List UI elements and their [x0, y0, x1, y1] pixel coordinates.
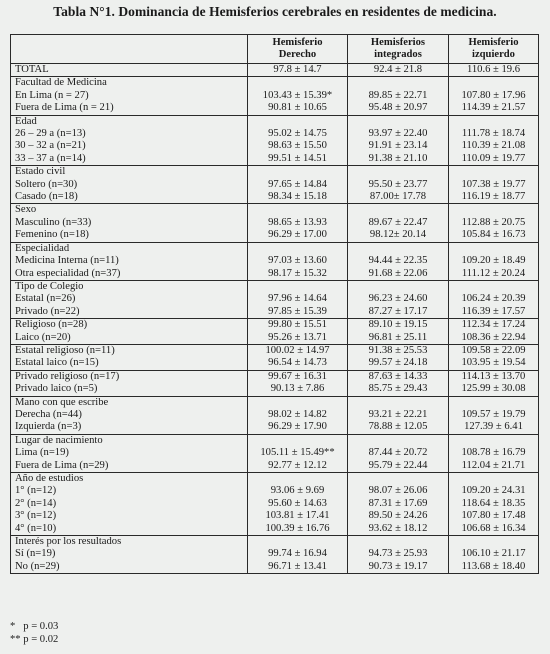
value-cell: 112.88 ± 20.75	[449, 217, 539, 229]
value-cell: 100.02 ± 14.97	[248, 344, 348, 357]
value-cell: 106.24 ± 20.39	[449, 293, 539, 305]
table-row	[11, 548, 539, 560]
row-label: Estatal religioso (n=11)	[11, 344, 248, 357]
value-cell: 108.36 ± 22.94	[449, 332, 539, 345]
row-label: Medicina Interna (n=11)	[11, 255, 248, 267]
table-row	[11, 140, 539, 152]
row-label: TOTAL	[11, 64, 248, 77]
value-cell: 105.84 ± 16.73	[449, 229, 539, 242]
value-cell: 91.91 ± 23.14	[348, 140, 449, 152]
table-row	[11, 421, 539, 434]
value-cell: 96.29 ± 17.90	[248, 421, 348, 434]
header-line2: izquierdo	[472, 49, 515, 60]
value-cell: 94.73 ± 25.93	[348, 548, 449, 560]
table-body	[11, 64, 539, 574]
table-row	[11, 242, 539, 255]
row-label: Privado religioso (n=17)	[11, 370, 248, 383]
value-cell: 103.43 ± 15.39*	[248, 90, 348, 102]
table-row	[11, 115, 539, 128]
value-cell: 95.26 ± 13.71	[248, 332, 348, 345]
value-cell: 114.13 ± 13.70	[449, 370, 539, 383]
header-cell-left	[449, 35, 539, 64]
value-cell	[449, 242, 539, 255]
value-cell	[449, 396, 539, 409]
table-row	[11, 268, 539, 281]
row-label: Masculino (n=33)	[11, 217, 248, 229]
table-row	[11, 357, 539, 370]
value-cell: 87.27 ± 17.17	[348, 306, 449, 319]
table-row	[11, 473, 539, 486]
value-cell: 89.67 ± 22.47	[348, 217, 449, 229]
row-label: Tipo de Colegio	[11, 280, 248, 293]
table-title: Tabla N°1. Dominancia de Hemisferios cerebrales en residentes de medicina.	[53, 4, 497, 19]
value-cell: 112.34 ± 17.24	[449, 319, 539, 332]
value-cell: 94.44 ± 22.35	[348, 255, 449, 267]
footnote: * p = 0.03	[10, 621, 59, 632]
table-row	[11, 332, 539, 345]
row-label: Fuera de Lima (n = 21)	[11, 102, 248, 115]
value-cell: 93.62 ± 18.12	[348, 523, 449, 536]
value-cell: 108.78 ± 16.79	[449, 447, 539, 459]
row-label: Fuera de Lima (n=29)	[11, 460, 248, 473]
value-cell	[248, 242, 348, 255]
value-cell: 92.4 ± 21.8	[348, 64, 449, 77]
value-cell: 90.81 ± 10.65	[248, 102, 348, 115]
table-row	[11, 561, 539, 574]
table-row	[11, 523, 539, 536]
table-row	[11, 447, 539, 459]
value-cell: 93.97 ± 22.40	[348, 128, 449, 140]
value-cell: 105.11 ± 15.49**	[248, 447, 348, 459]
value-cell: 89.10 ± 19.15	[348, 319, 449, 332]
row-label: Sí (n=19)	[11, 548, 248, 560]
value-cell: 109.20 ± 24.31	[449, 485, 539, 497]
value-cell	[348, 434, 449, 447]
value-cell	[449, 473, 539, 486]
value-cell	[348, 242, 449, 255]
value-cell: 97.96 ± 14.64	[248, 293, 348, 305]
table-row	[11, 90, 539, 102]
row-label: Religioso (n=28)	[11, 319, 248, 332]
row-label: Soltero (n=30)	[11, 179, 248, 191]
row-label: Lugar de nacimiento	[11, 434, 248, 447]
row-label: Estatal (n=26)	[11, 293, 248, 305]
value-cell: 103.81 ± 17.41	[248, 510, 348, 522]
table-row	[11, 229, 539, 242]
value-cell	[248, 204, 348, 217]
value-cell: 89.50 ± 24.26	[348, 510, 449, 522]
value-cell: 106.10 ± 21.17	[449, 548, 539, 560]
row-label: Femenino (n=18)	[11, 229, 248, 242]
value-cell: 99.51 ± 14.51	[248, 153, 348, 166]
value-cell: 85.75 ± 29.43	[348, 383, 449, 396]
table-row	[11, 460, 539, 473]
row-label: 2° (n=14)	[11, 498, 248, 510]
value-cell	[248, 166, 348, 179]
table-row	[11, 434, 539, 447]
value-cell: 97.8 ± 14.7	[248, 64, 348, 77]
value-cell	[248, 536, 348, 549]
table-row	[11, 536, 539, 549]
table-row	[11, 383, 539, 396]
row-label: Casado (n=18)	[11, 191, 248, 204]
value-cell	[248, 396, 348, 409]
header-cell-integrated	[348, 35, 449, 64]
table-row	[11, 204, 539, 217]
header-line1: Hemisferios	[370, 37, 426, 48]
value-cell: 96.81 ± 25.11	[348, 332, 449, 345]
value-cell: 93.06 ± 9.69	[248, 485, 348, 497]
value-cell: 87.31 ± 17.69	[348, 498, 449, 510]
value-cell	[449, 115, 539, 128]
table-row	[11, 370, 539, 383]
value-cell: 95.48 ± 20.97	[348, 102, 449, 115]
row-label: Izquierda (n=3)	[11, 421, 248, 434]
value-cell: 97.65 ± 14.84	[248, 179, 348, 191]
value-cell: 98.65 ± 13.93	[248, 217, 348, 229]
value-cell: 99.57 ± 24.18	[348, 357, 449, 370]
table-row	[11, 128, 539, 140]
table-row	[11, 77, 539, 90]
value-cell: 107.80 ± 17.96	[449, 90, 539, 102]
value-cell: 111.78 ± 18.74	[449, 128, 539, 140]
row-label: Estado civil	[11, 166, 248, 179]
value-cell: 98.12± 20.14	[348, 229, 449, 242]
footnote: ** p = 0.02	[10, 634, 59, 645]
table-row	[11, 306, 539, 319]
row-label: Privado laico (n=5)	[11, 383, 248, 396]
value-cell: 107.80 ± 17.48	[449, 510, 539, 522]
value-cell: 109.58 ± 22.09	[449, 344, 539, 357]
header-cell-right	[248, 35, 348, 64]
row-label: Privado (n=22)	[11, 306, 248, 319]
row-label: 1° (n=12)	[11, 485, 248, 497]
value-cell: 92.77 ± 12.12	[248, 460, 348, 473]
table-row	[11, 191, 539, 204]
header-cell-label	[11, 35, 248, 64]
table-row	[11, 293, 539, 305]
value-cell: 98.63 ± 15.50	[248, 140, 348, 152]
value-cell: 110.6 ± 19.6	[449, 64, 539, 77]
value-cell: 118.64 ± 18.35	[449, 498, 539, 510]
value-cell	[449, 536, 539, 549]
value-cell	[348, 536, 449, 549]
row-label: Interés por los resultados	[11, 536, 248, 549]
header-line2: Derecho	[278, 49, 317, 60]
row-label: Otra especialidad (n=37)	[11, 268, 248, 281]
value-cell: 91.38 ± 21.10	[348, 153, 449, 166]
table-row	[11, 179, 539, 191]
value-cell	[348, 77, 449, 90]
footnotes	[10, 620, 58, 646]
value-cell	[449, 280, 539, 293]
value-cell: 96.54 ± 14.73	[248, 357, 348, 370]
table-row	[11, 344, 539, 357]
value-cell: 97.03 ± 13.60	[248, 255, 348, 267]
value-cell	[348, 166, 449, 179]
row-label: 30 – 32 a (n=21)	[11, 140, 248, 152]
value-cell: 93.21 ± 22.21	[348, 409, 449, 421]
table-row	[11, 280, 539, 293]
value-cell: 110.39 ± 21.08	[449, 140, 539, 152]
value-cell: 95.60 ± 14.63	[248, 498, 348, 510]
value-cell	[248, 280, 348, 293]
row-label: Edad	[11, 115, 248, 128]
value-cell: 95.50 ± 23.77	[348, 179, 449, 191]
value-cell: 109.57 ± 19.79	[449, 409, 539, 421]
value-cell	[248, 473, 348, 486]
table-row	[11, 153, 539, 166]
value-cell: 99.67 ± 16.31	[248, 370, 348, 383]
value-cell: 98.02 ± 14.82	[248, 409, 348, 421]
value-cell: 106.68 ± 16.34	[449, 523, 539, 536]
header-line2: integrados	[374, 49, 422, 60]
table-row	[11, 396, 539, 409]
value-cell: 96.71 ± 13.41	[248, 561, 348, 574]
value-cell: 125.99 ± 30.08	[449, 383, 539, 396]
value-cell: 87.00± 17.78	[348, 191, 449, 204]
value-cell: 91.38 ± 25.53	[348, 344, 449, 357]
row-label: Lima (n=19)	[11, 447, 248, 459]
table-row	[11, 255, 539, 267]
value-cell: 99.80 ± 15.51	[248, 319, 348, 332]
value-cell	[348, 473, 449, 486]
value-cell: 95.02 ± 14.75	[248, 128, 348, 140]
value-cell: 91.68 ± 22.06	[348, 268, 449, 281]
row-label: 4° (n=10)	[11, 523, 248, 536]
value-cell: 113.68 ± 18.40	[449, 561, 539, 574]
value-cell: 90.73 ± 19.17	[348, 561, 449, 574]
table-row	[11, 498, 539, 510]
row-label: No (n=29)	[11, 561, 248, 574]
value-cell: 127.39 ± 6.41	[449, 421, 539, 434]
value-cell: 110.09 ± 19.77	[449, 153, 539, 166]
table-row	[11, 64, 539, 77]
value-cell: 116.19 ± 18.77	[449, 191, 539, 204]
row-label: 3° (n=12)	[11, 510, 248, 522]
header-line1: Hemisferio	[272, 37, 323, 48]
row-label: Derecha (n=44)	[11, 409, 248, 421]
dominance-table	[10, 34, 539, 574]
value-cell	[248, 434, 348, 447]
value-cell	[449, 166, 539, 179]
row-label: Mano con que escribe	[11, 396, 248, 409]
value-cell: 98.17 ± 15.32	[248, 268, 348, 281]
header-row	[11, 35, 539, 64]
value-cell: 96.23 ± 24.60	[348, 293, 449, 305]
row-label: Estatal laico (n=15)	[11, 357, 248, 370]
value-cell	[348, 204, 449, 217]
value-cell: 100.39 ± 16.76	[248, 523, 348, 536]
row-label: 26 – 29 a (n=13)	[11, 128, 248, 140]
value-cell: 89.85 ± 22.71	[348, 90, 449, 102]
value-cell: 107.38 ± 19.77	[449, 179, 539, 191]
table-row	[11, 510, 539, 522]
value-cell	[348, 280, 449, 293]
table-row	[11, 319, 539, 332]
row-label: 33 – 37 a (n=14)	[11, 153, 248, 166]
row-label: Facultad de Medicina	[11, 77, 248, 90]
value-cell: 78.88 ± 12.05	[348, 421, 449, 434]
value-cell	[348, 396, 449, 409]
value-cell: 112.04 ± 21.71	[449, 460, 539, 473]
value-cell: 87.63 ± 14.33	[348, 370, 449, 383]
value-cell: 90.13 ± 7.86	[248, 383, 348, 396]
value-cell: 95.79 ± 22.44	[348, 460, 449, 473]
table-row	[11, 409, 539, 421]
value-cell: 116.39 ± 17.57	[449, 306, 539, 319]
table-row	[11, 217, 539, 229]
value-cell	[449, 204, 539, 217]
value-cell: 114.39 ± 21.57	[449, 102, 539, 115]
row-label: Especialidad	[11, 242, 248, 255]
value-cell: 111.12 ± 20.24	[449, 268, 539, 281]
value-cell: 98.07 ± 26.06	[348, 485, 449, 497]
value-cell	[449, 77, 539, 90]
value-cell: 98.34 ± 15.18	[248, 191, 348, 204]
table-row	[11, 166, 539, 179]
value-cell	[248, 115, 348, 128]
value-cell	[248, 77, 348, 90]
table-row	[11, 485, 539, 497]
value-cell	[449, 434, 539, 447]
value-cell	[348, 115, 449, 128]
value-cell: 87.44 ± 20.72	[348, 447, 449, 459]
value-cell: 103.95 ± 19.54	[449, 357, 539, 370]
value-cell: 96.29 ± 17.00	[248, 229, 348, 242]
value-cell: 99.74 ± 16.94	[248, 548, 348, 560]
row-label: En Lima (n = 27)	[11, 90, 248, 102]
value-cell: 109.20 ± 18.49	[449, 255, 539, 267]
row-label: Laico (n=20)	[11, 332, 248, 345]
row-label: Año de estudios	[11, 473, 248, 486]
table-row	[11, 102, 539, 115]
header-line1: Hemisferio	[468, 37, 519, 48]
value-cell: 97.85 ± 15.39	[248, 306, 348, 319]
row-label: Sexo	[11, 204, 248, 217]
